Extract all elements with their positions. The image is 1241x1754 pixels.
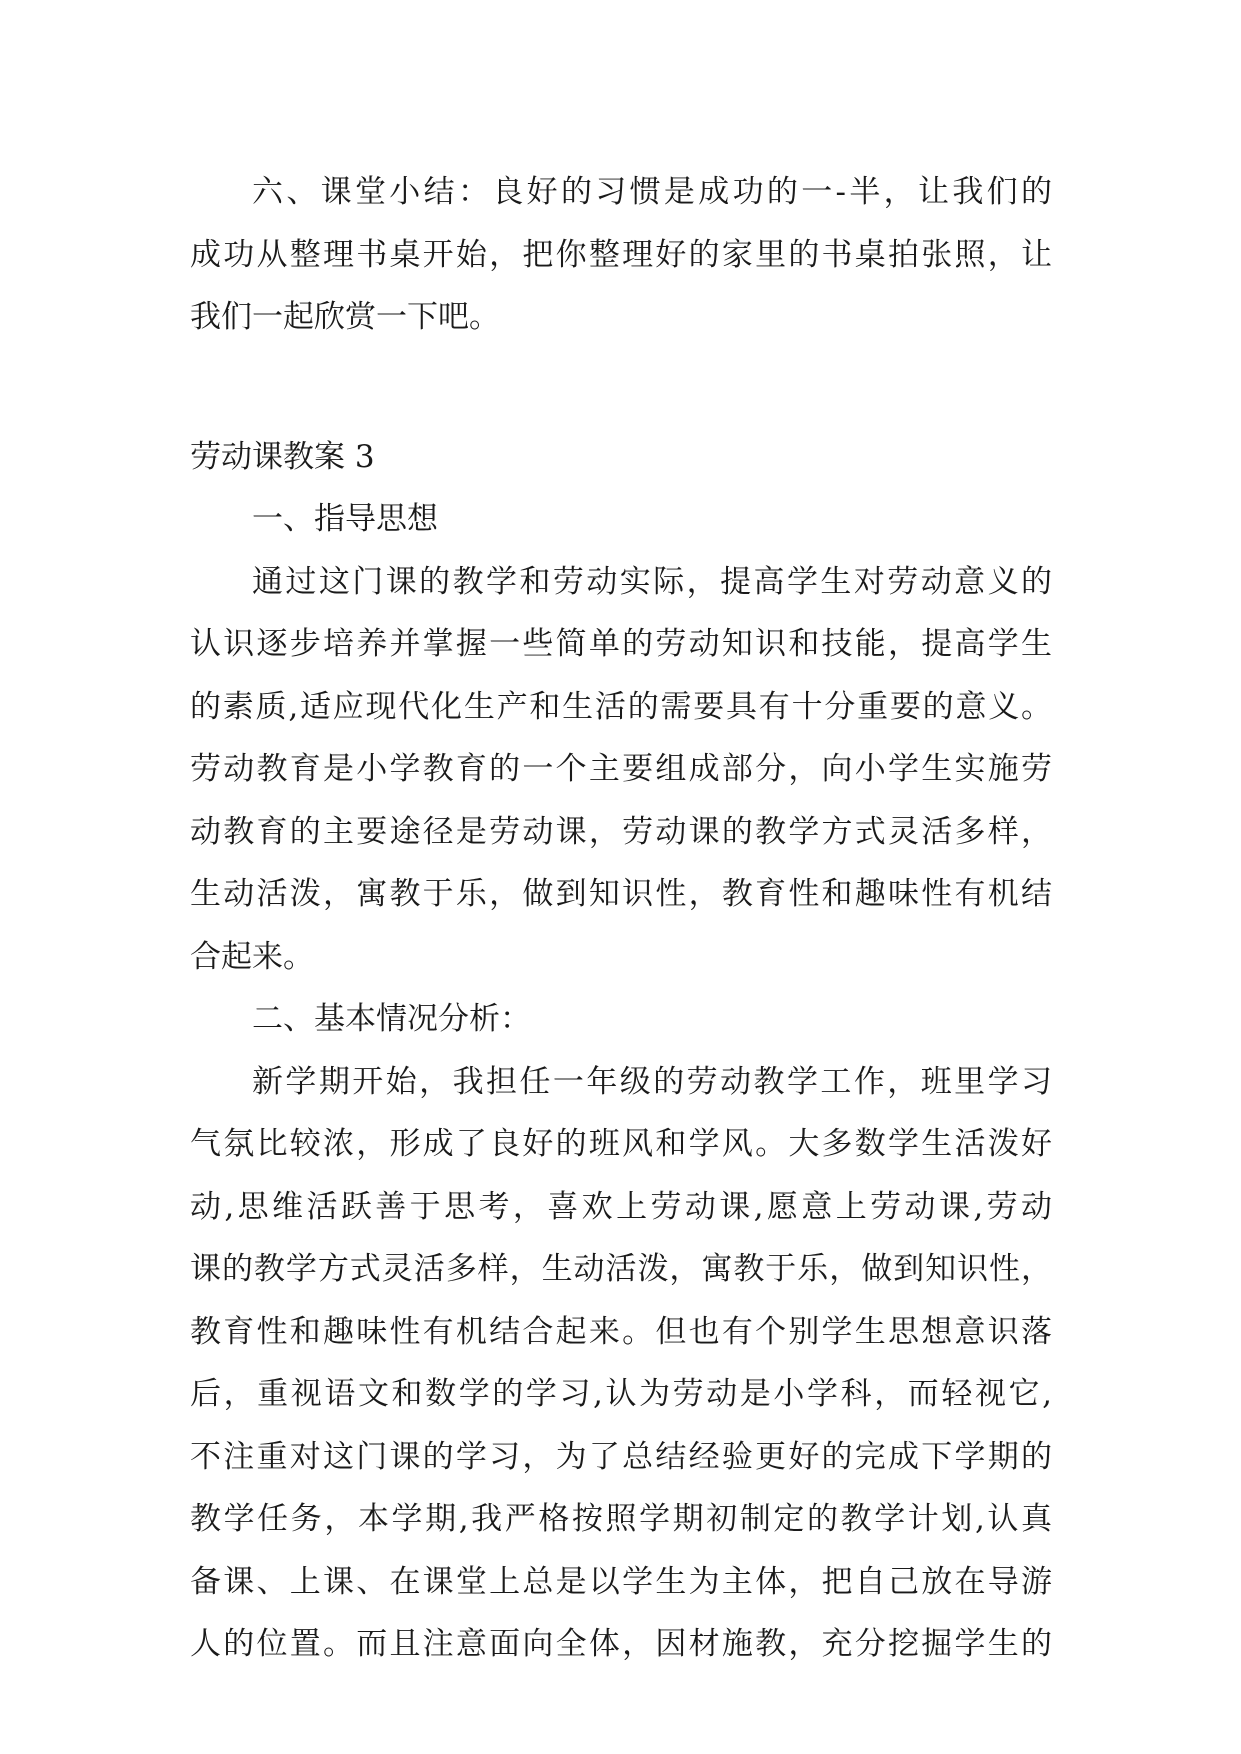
document-body: [190, 161, 1052, 1676]
paragraph-line: 认识逐步培养并掌握一些简单的劳动知识和技能，提高学生: [190, 626, 1052, 662]
section-six-summary: [190, 161, 1052, 349]
paragraph-line: 不注重对这门课的学习，为了总结经验更好的完成下学期的: [190, 1438, 1052, 1475]
paragraph-line: 备课、上课、在课堂上总是以学生为主体，把自己放在导游: [190, 1563, 1052, 1600]
paragraph-line: 成功从整理书桌开始，把你整理好的家里的书桌拍张照，让: [190, 236, 1052, 273]
section-heading-guiding-thought: 一、指导思想: [252, 501, 438, 537]
paragraph-line: 新学期开始，我担任一年级的劳动教学工作，班里学习: [252, 1063, 1052, 1100]
guiding-thought-paragraph: [190, 551, 1052, 989]
paragraph-line: 的素质,适应现代化生产和生活的需要具有十分重要的意义。: [190, 688, 1052, 725]
paragraph-line: 教学任务，本学期,我严格按照学期初制定的教学计划,认真: [190, 1501, 1052, 1537]
paragraph-line: 教育性和趣味性有机结合起来。但也有个别学生思想意识落: [190, 1313, 1052, 1350]
paragraph-line: 气氛比较浓，形成了良好的班风和学风。大多数学生活泼好: [190, 1126, 1052, 1162]
situation-analysis-paragraph: [190, 1051, 1052, 1676]
paragraph-line: 合起来。: [190, 938, 314, 975]
section-gap: [190, 349, 1052, 426]
paragraph-line: 人的位置。而且注意面向全体，因材施教，充分挖掘学生的: [190, 1626, 1052, 1662]
paragraph-line: 动教育的主要途径是劳动课，劳动课的教学方式灵活多样，: [190, 813, 1052, 850]
plan-title: 劳动课教案 3: [190, 438, 375, 475]
paragraph-line: 通过这门课的教学和劳动实际，提高学生对劳动意义的: [252, 563, 1052, 600]
paragraph-line: 六、课堂小结：良好的习惯是成功的一-半，让我们的: [252, 174, 1052, 210]
paragraph-line: 动,思维活跃善于思考，喜欢上劳动课,愿意上劳动课,劳动: [190, 1188, 1052, 1225]
paragraph-line: 后，重视语文和数学的学习,认为劳动是小学科，而轻视它,: [190, 1376, 1052, 1412]
section-heading-situation-analysis: 二、基本情况分析：: [252, 1001, 531, 1037]
paragraph-line: 劳动教育是小学教育的一个主要组成部分，向小学生实施劳: [190, 751, 1052, 787]
paragraph-line: 我们一起欣赏一下吧。: [190, 299, 500, 335]
paragraph-line: 生动活泼，寓教于乐，做到知识性，教育性和趣味性有机结: [190, 876, 1052, 912]
paragraph-line: 课的教学方式灵活多样，生动活泼，寓教于乐，做到知识性，: [190, 1251, 1052, 1287]
